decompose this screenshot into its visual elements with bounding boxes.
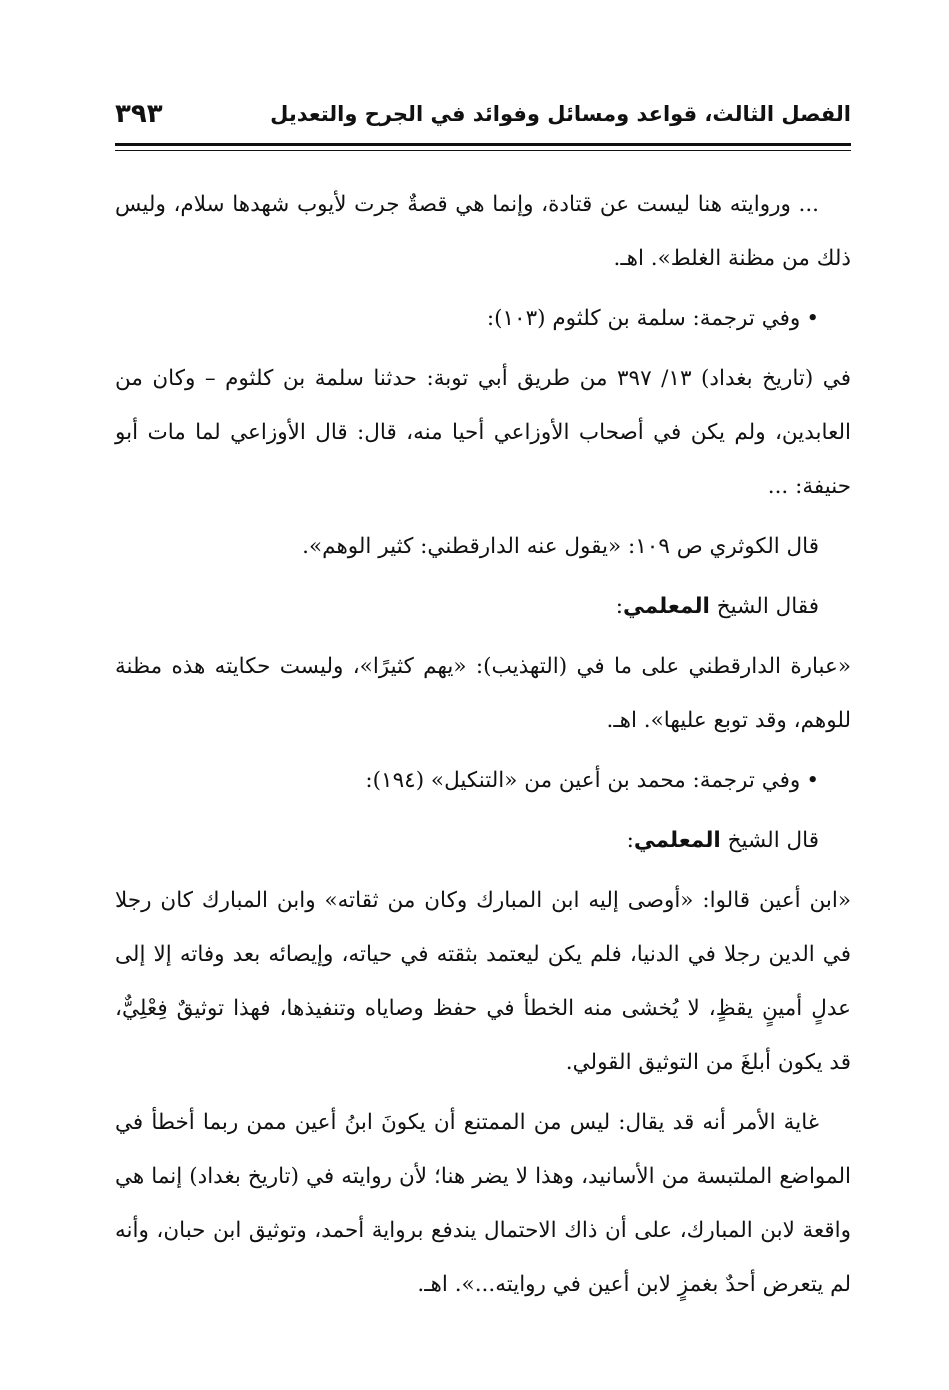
paragraph-sheikh-label xyxy=(115,580,851,634)
paragraph-source: في (تاريخ بغداد) ١٣/ ٣٩٧ من طريق أبي توبة: حدثنا سلمة بن كلثوم – وكان من العابدين، ولم يكن في أصحاب الأوزاعي أحيا منه، قال: قال الأوزاعي لما مات أبو حنيفة: ... xyxy=(115,366,852,499)
running-title: الفصل الثالث، قواعد ومسائل وفوائد في الجرح والتعديل xyxy=(270,102,851,126)
sheikh-name: المعلمي xyxy=(622,594,710,619)
paragraph-sheikh-reply: «عبارة الدارقطني على ما في (التهذيب): «يهم كثيرًا»، وليست حكايته هذه مظنة للوهم، وقد توبع عليها». اهـ. xyxy=(115,654,851,733)
paragraph-entry-heading xyxy=(115,754,851,808)
sheikh-label-pre: فقال الشيخ xyxy=(716,594,819,619)
paragraph-kawthari-quote: قال الكوثري ص ١٠٩: «يقول عنه الدارقطني: كثير الوهم». xyxy=(302,534,819,559)
paragraph-entry-heading xyxy=(115,292,851,346)
header-rule-thick xyxy=(115,143,851,146)
entry-heading-text: وفي ترجمة: سلمة بن كلثوم (١٠٣): xyxy=(486,306,801,331)
sheikh-label-post: : xyxy=(626,828,634,853)
paragraph-sheikh-reply: «ابن أعين قالوا: «أوصى إليه ابن المبارك وكان من ثقاته» وابن المبارك كان رجلا في الدين رجلا في الدنيا، فلم يكن ليعتمد بثقته في حياته، وإيصائه بعد وفاته إلا إلى عدلٍ أمينٍ يقظٍ، لا يُخشى منه الخطأ في حفظ وصاياه وتنفيذها، فهذا توثيقٌ فِعْلِيٌّ، قد يكون أبلغَ من التوثيق القولي. xyxy=(115,888,851,1075)
entry-heading-text: وفي ترجمة: محمد بن أعين من «التنكيل» (١٩٤): xyxy=(365,768,801,793)
sheikh-label-post: : xyxy=(615,594,623,619)
paragraph-sheikh-reply-continued: غاية الأمر أنه قد يقال: ليس من الممتنع أن يكونَ ابنُ أعين ممن ربما أخطأ في المواضع الملتبسة من الأسانيد، وهذا لا يضر هنا؛ لأن روايته في (تاريخ بغداد) إنما هي واقعة لابن المبارك، على أن ذاك الاحتمال يندفع برواية أحمد، وتوثيق ابن حبان، وأنه لم يتعرض أحدٌ بغمزٍ لابن أعين في روايته...». اهـ. xyxy=(115,1110,851,1297)
bullet-icon: • xyxy=(806,306,819,331)
paragraph-sheikh-label xyxy=(115,814,851,868)
page-header xyxy=(115,92,851,136)
header-rule-thin xyxy=(115,150,851,151)
paragraph-quote-continuation: ... وروايته هنا ليست عن قتادة، وإنما هي قصةٌ جرت لأيوب شهدها سلام، وليس ذلك من مظنة الغلط». اهـ. xyxy=(115,192,851,271)
sheikh-name: المعلمي xyxy=(633,828,721,853)
bullet-icon: • xyxy=(806,768,819,793)
page-body xyxy=(115,178,851,1318)
sheikh-label-pre: قال الشيخ xyxy=(727,828,819,853)
page-number: ٣٩٣ xyxy=(115,99,163,129)
